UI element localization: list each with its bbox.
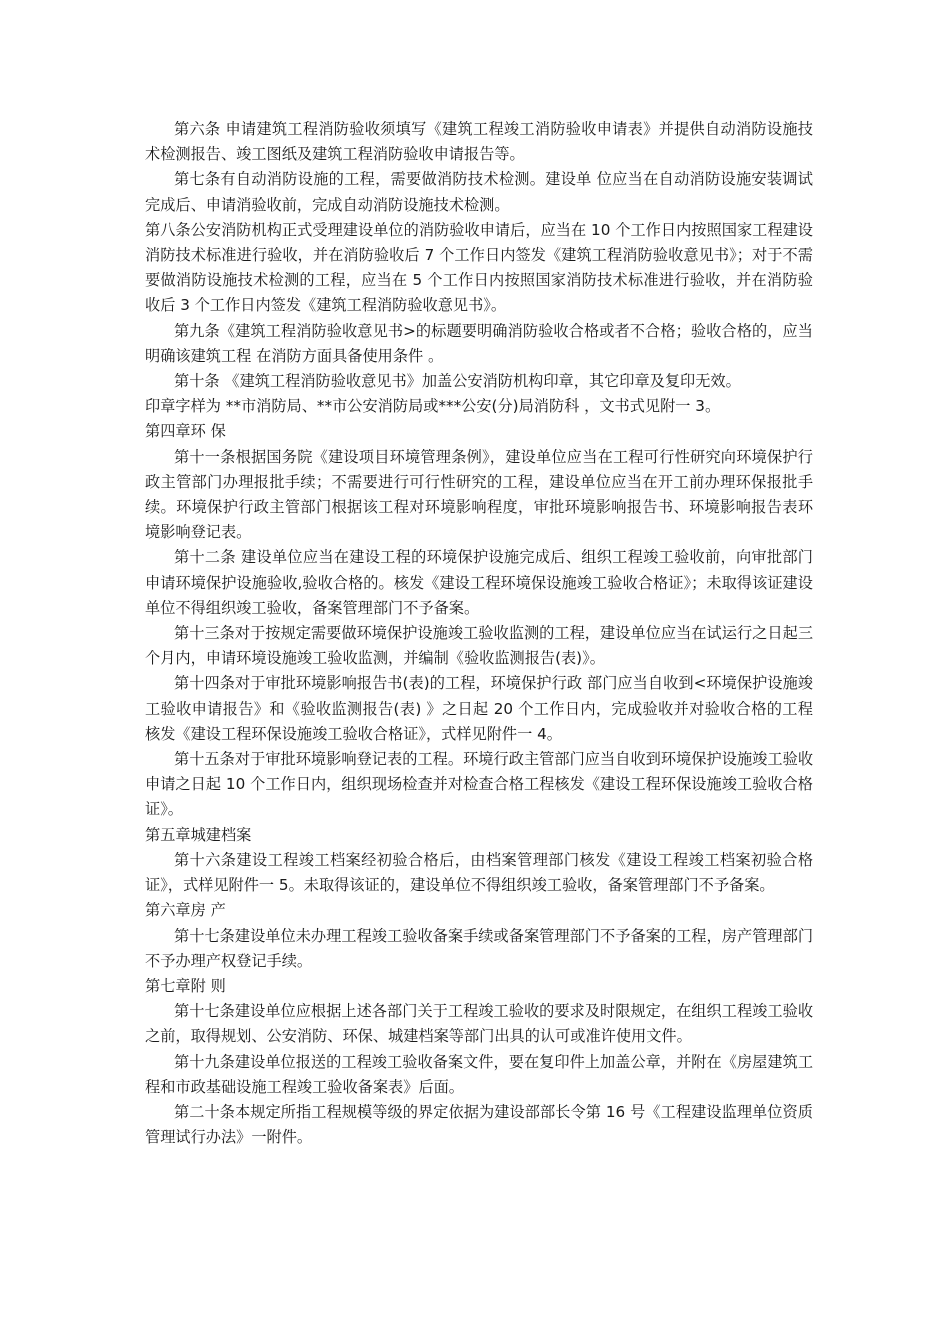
- article-11: 第十一条根据国务院《建设项目环境管理条例》，建设单位应当在工程可行性研究向环境保护行政主管部门办理报批手续；不需要进行可行性研究的工程，建设单位应当在开工前办理环保报批手续。环境保护行政主管部门根据该工程对环境影响程度，审批环境影响报告书、环境影响报告表环境影响登记表。: [145, 447, 813, 542]
- article-19: 第十九条建设单位报送的工程竣工验收备案文件，要在复印件上加盖公章，并附在《房屋建筑工程和市政基础设施工程竣工验收备案表》后面。: [145, 1052, 813, 1096]
- article-17: 第十七条建设单位未办理工程竣工验收备案手续或备案管理部门不予备案的工程，房产管理部门不予办理产权登记手续。: [145, 926, 813, 970]
- article-17b: 第十七条建设单位应根据上述各部门关于工程竣工验收的要求及时限规定，在组织工程竣工验收之前，取得规划、公安消防、环保、城建档案等部门出具的认可或准许使用文件。: [145, 1002, 813, 1046]
- article-8: 第八条公安消防机构正式受理建设单位的消防验收申请后，应当在 10 个工作日内按照国家工程建设消防技术标准进行验收，并在消防验收后 7 个工作日内签发《建筑工程消防验收意见书》；对于不需要做消防设施技术检测的工程，应当在 5 个工作日内按照国家消防技术标准进行验收，并在消防验收后 3 个工作日内签发《建筑工程消防验收意见书》。: [145, 220, 813, 315]
- article-20: 第二十条本规定所指工程规模等级的界定依据为建设部部长令第 16 号《工程建设监理单位资质管理试行办法》一附件。: [145, 1102, 813, 1147]
- article-16: 第十六条建设工程竣工档案经初验合格后，由档案管理部门核发《建设工程竣工档案初验合格证》，式样见附件一 5。未取得该证的，建设单位不得组织竣工验收，备案管理部门不予备案。: [145, 850, 813, 895]
- article-12: 第十二条 建设单位应当在建设工程的环境保护设施完成后、组织工程竣工验收前，向审批部门申请环境保护设施验收,验收合格的。核发《建设工程环境保设施竣工验收合格证》；未取得该证建设单位不得组织竣工验收，备案管理部门不予备案。: [145, 548, 813, 617]
- article-10: 第十条 《建筑工程消防验收意见书》加盖公安消防机构印章，其它印章及复印无效。: [174, 372, 741, 391]
- document-body: [145, 117, 813, 1150]
- article-15: 第十五条对于审批环境影响登记表的工程。环境行政主管部门应当自收到环境保护设施竣工验收申请之日起 10 个工作日内，组织现场检查并对检查合格工程核发《建设工程环保设施竣工验收合格证》。: [145, 750, 813, 819]
- article-13: 第十三条对于按规定需要做环境保护设施竣工验收监测的工程，建设单位应当在试运行之日起三个月内，申请环境设施竣工验收监测，并编制《验收监测报告(表)》。: [145, 624, 813, 668]
- chapter-7-heading: 第七章附 则: [145, 976, 226, 995]
- article-9: 第九条《建筑工程消防验收意见书>的标题要明确消防验收合格或者不合格；验收合格的，应当明确该建筑工程 在消防方面具备使用条件 。: [145, 321, 813, 365]
- chapter-6-heading: 第六章房 产: [145, 901, 226, 920]
- chapter-4-heading: 第四章环 保: [145, 422, 226, 441]
- article-7: 第七条有自动消防设施的工程，需要做消防技术检测。建设单 位应当在自动消防设施安装调试完成后、申请消验收前，完成自动消防设施技术检测。: [145, 170, 813, 214]
- article-6: 第六条 申请建筑工程消防验收须填写《建筑工程竣工消防验收申请表》并提供自动消防设施技术检测报告、竣工图纸及建筑工程消防验收申请报告等。: [145, 120, 813, 164]
- chapter-5-heading: 第五章城建档案: [145, 825, 252, 844]
- article-10-seal-note: 印章字样为 **市消防局、**市公安消防局或***公安(分)局消防科 ，文书式见附一 3。: [145, 397, 721, 416]
- article-14: 第十四条对于审批环境影响报告书(表)的工程，环境保护行政 部门应当自收到<环境保护设施竣工验收申请报告》和《验收监测报告(表) 》之日起 20 个工作日内，完成验收并对验收合格的工程核发《建设工程环保设施竣工验收合格证》，式样见附件一 4。: [145, 674, 813, 743]
